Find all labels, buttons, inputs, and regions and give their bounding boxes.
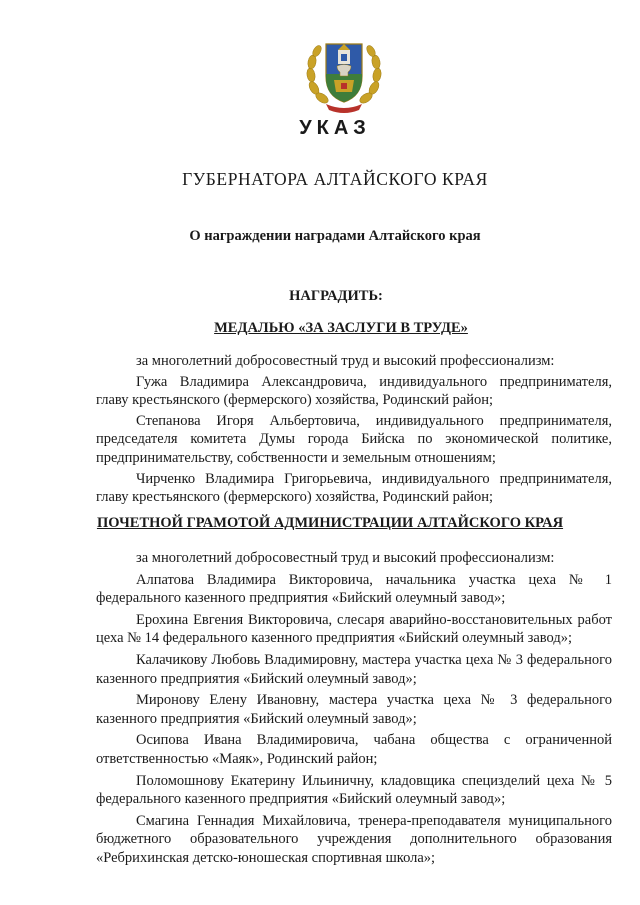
diploma-recipients [96,549,612,868]
recipient-entry: Алпатова Владимира Викторовича, начальника участка цеха № 1 федерального казенного предприятия «Бийский олеумный завод»; [96,571,612,607]
medal-heading: МЕДАЛЬЮ «ЗА ЗАСЛУГИ В ТРУДЕ» [214,320,468,336]
merit-reason: за многолетний добросовестный труд и высокий профессионализм: [136,353,555,369]
recipient-entry: Смагина Геннадия Михайловича, тренера-преподавателя муниципального бюджетного образовательного учреждения дополнительного образования «Ребрихинская детско-юношеская спортивная школа»; [96,812,612,866]
decree-subject: О награждении наградами Алтайского края [189,228,481,244]
coat-of-arms-icon [304,30,384,116]
award-verb: НАГРАДИТЬ: [289,288,383,304]
recipient-entry: Гужа Владимира Александровича, индивидуального предпринимателя, главу крестьянского (фермерского) хозяйства, Родинский район; [96,373,612,409]
recipient-entry: Миронову Елену Ивановну, мастера участка цеха № 3 федерального казенного предприятия «Бийский олеумный завод»; [96,692,612,727]
merit-reason: за многолетний добросовестный труд и высокий профессионализм: [136,550,555,566]
recipient-entry: Чирченко Владимира Григорьевича, индивидуального предпринимателя, главу крестьянского (фермерского) хозяйства, Родинский район; [96,470,612,506]
issuer-title: ГУБЕРНАТОРА АЛТАЙСКОГО КРАЯ [182,169,488,189]
recipient-entry: Ерохина Евгения Викторовича, слесаря аварийно-восстановительных работ цеха № 14 федерального казенного предприятия «Бийский олеумный завод»; [96,611,612,647]
recipient-entry: Поломошнову Екатерину Ильиничну, кладовщика специзделий цеха № 5 федерального казенного предприятия «Бийский олеумный завод»; [96,772,612,808]
recipient-entry: Степанова Игоря Альбертовича, индивидуального предпринимателя, председателя комитета Думы города Бийска по экономической политике, предпринимательству, собственности и земельным отношениям; [96,412,612,466]
decree-title: УКАЗ [299,117,371,139]
recipient-entry: Осипова Ивана Владимировича, чабана общества с ограниченной ответственностью «Маяк», Родинский район; [96,732,612,767]
medal-recipients [96,352,612,507]
diploma-heading: ПОЧЕТНОЙ ГРАМОТОЙ АДМИНИСТРАЦИИ АЛТАЙСКОГО КРАЯ [96,515,564,531]
recipient-entry: Калачикову Любовь Владимировну, мастера участка цеха № 3 федерального казенного предприятия «Бийский олеумный завод»; [96,651,612,687]
